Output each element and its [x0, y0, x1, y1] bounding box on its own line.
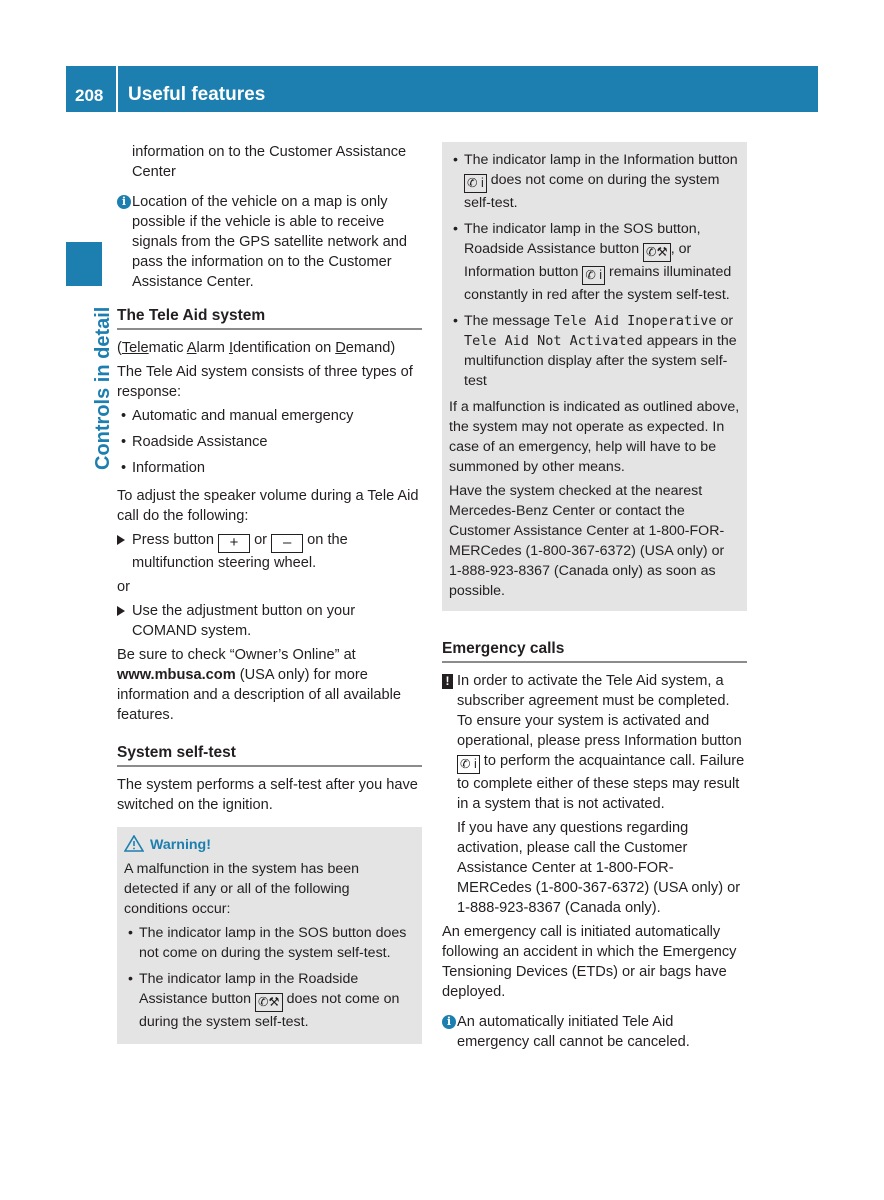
plus-key-icon: + [218, 534, 250, 553]
auto-call-text: An emergency call is initiated automatically following an accident in which the Emergency Tensioning Devices (ETDs) or air bags have deployed. [442, 924, 737, 1000]
notice-note: ! In order to activate the Tele Aid system, a subscriber agreement must be completed. To ensure your system is activated and operational, please press Information button ✆ i to perform the acquaintance call. Failure to complete either of these steps may result in a system that is not activated. If you have any questions regarding activation, please call the Customer Assistance Center at 1-800-FOR-MERCedes (1-800-367-6372) (USA only) or 1-888-923-8367 (Canada only). [442, 671, 747, 918]
page-number: 208 [75, 86, 104, 105]
exclamation-icon: ! [442, 674, 453, 689]
list-item: • The message Tele Aid Inoperative or Tele Aid Not Activated appears in the multifunction display after the system self-test [449, 311, 740, 391]
phone-wrench-key-icon: ✆⚒ [643, 243, 671, 262]
page-header [66, 66, 818, 112]
phone-info-key-icon: ✆ i [464, 174, 487, 193]
phone-wrench-key-icon: ✆⚒ [255, 993, 283, 1012]
left-column [117, 142, 422, 1044]
acronym-line: (Telematic Alarm Identification on Demand) [117, 340, 396, 356]
phone-info-key-icon: ✆ i [457, 755, 480, 774]
malfunction-text: If a malfunction is indicated as outlined above, the system may not operate as expected. In case of an emergency, help will have to be summoned by other means. [449, 399, 740, 475]
owners-online-text: Be sure to check “Owner’s Online” at www.mbusa.com (USA only) for more information and a description of all available features. [117, 647, 401, 723]
warning-text: A malfunction in the system has been detected if any or all of the following conditions occur: [124, 861, 360, 917]
info-icon: i [117, 195, 131, 209]
step-item: Use the adjustment button on your COMAND system. [117, 601, 422, 641]
section-label: Controls in detail [92, 306, 114, 470]
info-note [117, 192, 422, 292]
display-message: Tele Aid Inoperative [553, 313, 717, 329]
consists-text: The Tele Aid system consists of three types of response: [117, 364, 413, 400]
warning-heading: Warning! [124, 835, 415, 855]
adjust-intro: To adjust the speaker volume during a Tele Aid call do the following: [117, 488, 419, 524]
list-item: • The indicator lamp in the SOS button, Roadside Assistance button ✆⚒ , or Information button ✆ i remains illuminated constantly in red after the system self-test. [449, 219, 740, 305]
or-text: or [117, 579, 130, 595]
list-item: • The indicator lamp in the SOS button does not come on during the system self-test. [124, 923, 415, 963]
list-item: • The indicator lamp in the Roadside Assistance button ✆⚒ does not come on during the system self-test. [124, 969, 415, 1032]
list-item: • The indicator lamp in the Information button ✆ i does not come on during the system self-test. [449, 150, 740, 213]
selftest-text: The system performs a self-test after you have switched on the ignition. [117, 777, 418, 813]
display-message: Tele Aid Not Activated [464, 333, 643, 349]
emergency-heading: Emergency calls [442, 639, 747, 663]
info-icon: i [442, 1015, 456, 1029]
section-tab [66, 242, 102, 286]
header-divider [116, 66, 118, 112]
warning-box [117, 827, 422, 1044]
tele-aid-heading: The Tele Aid system [117, 306, 422, 330]
list-item: • Automatic and manual emergency [117, 406, 422, 426]
list-item: • Information [117, 458, 422, 478]
selftest-heading: System self-test [117, 743, 422, 767]
minus-key-icon: – [271, 534, 303, 553]
step-item: Press button + or – on the multifunction steering wheel. [117, 530, 422, 573]
have-checked-text: Have the system checked at the nearest Mercedes-Benz Center or contact the Customer Assistance Center at 1-800-FOR-MERCedes (1-800-367-6372) (USA only) or 1-888-923-8367 (Canada only) as soon as possible. [449, 483, 725, 599]
arrow-icon [117, 606, 125, 616]
warning-box-continued [442, 142, 747, 611]
arrow-icon [117, 535, 125, 545]
page-title: Useful features [128, 84, 266, 105]
info-note [442, 1012, 747, 1052]
info-note-text: Location of the vehicle on a map is only possible if the vehicle is able to receive signals from the GPS satellite network and pass the information on to the Customer Assistance Center. [132, 194, 407, 290]
warning-triangle-icon [124, 835, 144, 852]
intro-text: information on to the Customer Assistance Center [132, 144, 407, 180]
list-item: • Roadside Assistance [117, 432, 422, 452]
right-column [442, 142, 747, 1052]
info-note-text: An automatically initiated Tele Aid emergency call cannot be canceled. [457, 1014, 690, 1050]
phone-info-key-icon: ✆ i [582, 266, 605, 285]
website-link: www.mbusa.com [117, 667, 236, 683]
